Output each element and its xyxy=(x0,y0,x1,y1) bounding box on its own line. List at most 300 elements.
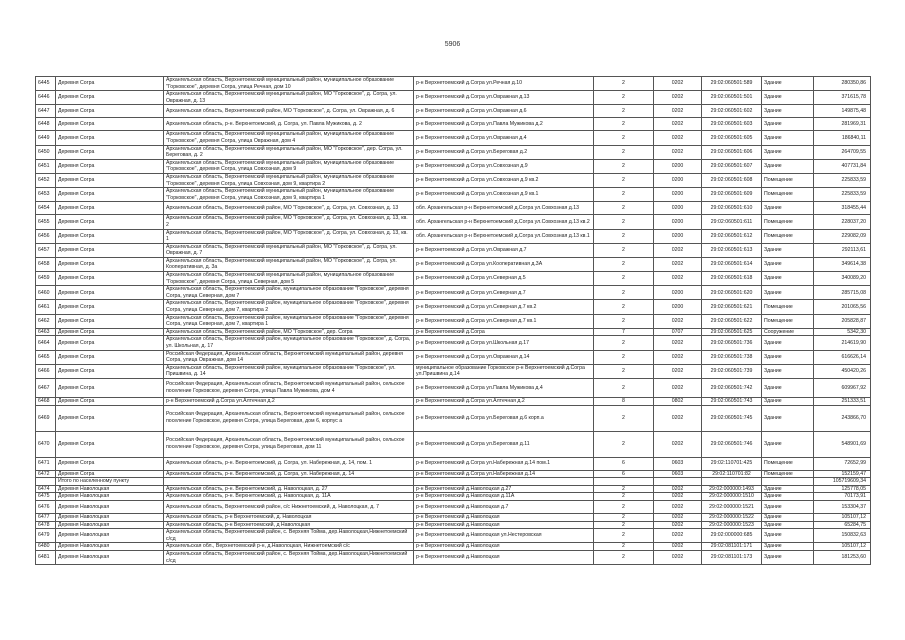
table-row xyxy=(36,521,871,529)
location-cell: р-н Верхнетоемский д.Наволоцкая д.27 xyxy=(414,485,594,493)
object-type: Здание xyxy=(762,272,814,286)
address-cell: Архангельская обл., Верхнетоемский р-н, д.Наволоцкая, Нижнетоемский с/с xyxy=(164,543,414,551)
table-row xyxy=(36,286,871,300)
object-type: Здание xyxy=(762,521,814,529)
table-row xyxy=(36,314,871,328)
settlement-name: Деревня Согра xyxy=(56,336,164,350)
row-number: 6472 xyxy=(36,470,56,478)
code-cell: 0200 xyxy=(654,229,702,243)
cadastral-value: 70173,91 xyxy=(814,493,871,501)
address-cell: Архангельская область, р-н. Верхнетоемский, д. Согра, ул. Набережная, д. 14 xyxy=(164,470,414,478)
group-cell: 6 xyxy=(594,470,654,478)
location-cell: р-н Верхнетоемский д.Согра ул.Совхозная д.9 кв.2 xyxy=(414,173,594,187)
object-type: Здание xyxy=(762,202,814,215)
table-row xyxy=(36,336,871,350)
settlement-name: Деревня Наволоцкая xyxy=(56,485,164,493)
location-cell: р-н Верхнетоемский д.Согра ул.Овражная д.7 xyxy=(414,243,594,257)
settlement-name: Деревня Согра xyxy=(56,243,164,257)
object-type xyxy=(762,478,814,486)
row-number: 6461 xyxy=(36,300,56,314)
cadastral-number: 29:02:000000:1493 xyxy=(702,485,762,493)
table-row xyxy=(36,77,871,91)
row-number: 6457 xyxy=(36,243,56,257)
table-row xyxy=(36,431,871,457)
row-number: 6475 xyxy=(36,493,56,501)
object-type: Помещение xyxy=(762,173,814,187)
object-type: Здание xyxy=(762,243,814,257)
object-type: Здание xyxy=(762,131,814,145)
table-row xyxy=(36,500,871,513)
object-type: Здание xyxy=(762,145,814,159)
address-cell: Архангельская область, Верхнетоемский район, с/с Нижнетоемский, д. Наволоцкая, д. 7 xyxy=(164,500,414,513)
address-cell: Архангельская область, Верхнетоемский муниципальный район, муниципальное образование "Горковское", деревня Согра, улица Овражная, дом 4 xyxy=(164,131,414,145)
row-number: 6478 xyxy=(36,521,56,529)
settlement-name: Деревня Согра xyxy=(56,397,164,405)
cadastral-value: 450420,26 xyxy=(814,364,871,378)
row-number: 6466 xyxy=(36,364,56,378)
code-cell: 0603 xyxy=(654,457,702,470)
group-cell: 2 xyxy=(594,378,654,397)
code-cell: 0202 xyxy=(654,521,702,529)
location-cell: р-н Верхнетоемский д.Согра ул.Речная д.10 xyxy=(414,77,594,91)
cadastral-number: 29:02:000000:685 xyxy=(702,529,762,543)
row-number: 6463 xyxy=(36,328,56,336)
group-cell: 2 xyxy=(594,550,654,564)
cadastral-value: 349614,38 xyxy=(814,257,871,271)
settlement-name: Деревня Согра xyxy=(56,405,164,431)
table-row xyxy=(36,350,871,364)
cadastral-number: 29:02:060501:736 xyxy=(702,336,762,350)
group-cell: 2 xyxy=(594,77,654,91)
group-cell: 2 xyxy=(594,145,654,159)
object-type: Здание xyxy=(762,397,814,405)
group-cell: 2 xyxy=(594,243,654,257)
cadastral-value: 616626,14 xyxy=(814,350,871,364)
address-cell: Архангельская область, Верхнетоемский район, с. Верхняя Тойма, дер.Наволоцкая,Нижнетоемский с/сд xyxy=(164,550,414,564)
row-number: 6459 xyxy=(36,272,56,286)
location-cell: р-н Верхнетоемский д.Согра ул.Береговая д.6 корп.а xyxy=(414,405,594,431)
settlement-name: Деревня Наволоцкая xyxy=(56,529,164,543)
cadastral-value: 150832,63 xyxy=(814,529,871,543)
cadastral-value: 340089,20 xyxy=(814,272,871,286)
settlement-name: Деревня Согра xyxy=(56,91,164,105)
object-type: Здание xyxy=(762,485,814,493)
row-number: 6449 xyxy=(36,131,56,145)
object-type: Здание xyxy=(762,286,814,300)
object-type: Помещение xyxy=(762,457,814,470)
code-cell: 0200 xyxy=(654,202,702,215)
object-type: Здание xyxy=(762,159,814,173)
cadastral-number: 29:02:110701:425 xyxy=(702,457,762,470)
table-row xyxy=(36,188,871,202)
settlement-name: Деревня Согра xyxy=(56,364,164,378)
table-row xyxy=(36,485,871,493)
address-cell: Архангельская область, Верхнетоемский муниципальный район, МО "Горковское", д. Согра, ул. Овражная, д. 13 xyxy=(164,91,414,105)
settlement-name: Деревня Согра xyxy=(56,159,164,173)
table-row xyxy=(36,243,871,257)
address-cell: Архангельская область, Верхнетоемский район, с. Верхняя Тойма, дер.Наволоцкая,Нижнетоемский с/сд xyxy=(164,529,414,543)
object-type: Здание xyxy=(762,257,814,271)
code-cell: 0200 xyxy=(654,173,702,187)
settlement-name: Деревня Согра xyxy=(56,215,164,229)
code-cell: 0707 xyxy=(654,328,702,336)
cadastral-number: 29:02:081101:171 xyxy=(702,543,762,551)
row-number: 6479 xyxy=(36,529,56,543)
table-row xyxy=(36,457,871,470)
row-number: 6462 xyxy=(36,314,56,328)
code-cell: 0200 xyxy=(654,286,702,300)
object-type: Здание xyxy=(762,105,814,118)
object-type: Здание xyxy=(762,405,814,431)
code-cell: 0202 xyxy=(654,336,702,350)
cadastral-value: 152159,47 xyxy=(814,470,871,478)
settlement-name: Итого по населенному пункту xyxy=(56,478,164,486)
location-cell: р-н Верхнетоемский д.Согра ул.Северная д.7 xyxy=(414,286,594,300)
address-cell: Архангельская область, р-н Верхнетоемский, д. Наволоцкая xyxy=(164,513,414,521)
code-cell: 0202 xyxy=(654,350,702,364)
address-cell: Архангельская область, р-н. Верхнетоемский, д. Наволоцкая, д. 11А xyxy=(164,493,414,501)
cadastral-number: 29:02:000000:1521 xyxy=(702,500,762,513)
address-cell: р-н Верхнетоемский д.Согра ул.Алтечная д.2 xyxy=(164,397,414,405)
cadastral-number: 29:02:060501:620 xyxy=(702,286,762,300)
row-number: 6470 xyxy=(36,431,56,457)
row-number: 6469 xyxy=(36,405,56,431)
cadastral-value: 371615,78 xyxy=(814,91,871,105)
table-row xyxy=(36,529,871,543)
row-number: 6460 xyxy=(36,286,56,300)
row-number: 6481 xyxy=(36,550,56,564)
settlement-name: Деревня Согра xyxy=(56,314,164,328)
location-cell xyxy=(414,478,594,486)
group-cell: 2 xyxy=(594,272,654,286)
group-cell: 8 xyxy=(594,397,654,405)
cadastral-value: 181253,60 xyxy=(814,550,871,564)
address-cell: Архангельская область, Верхнетоемский муниципальный район, муниципальное образование "Горковское", деревня Согра, улица Совхозная, дом 9 xyxy=(164,159,414,173)
cadastral-number: 29:02:060501:621 xyxy=(702,300,762,314)
group-cell: 2 xyxy=(594,188,654,202)
object-type: Сооружение xyxy=(762,328,814,336)
group-cell xyxy=(594,478,654,486)
cadastral-number: 29:02:060501:610 xyxy=(702,202,762,215)
cadastral-number: 29:02:000000:1510 xyxy=(702,493,762,501)
code-cell: 0202 xyxy=(654,118,702,131)
group-cell: 2 xyxy=(594,300,654,314)
cadastral-number: 29:02:060501:608 xyxy=(702,173,762,187)
location-cell: р-н Верхнетоемский д.Согра xyxy=(414,328,594,336)
table-row xyxy=(36,493,871,501)
group-cell: 2 xyxy=(594,336,654,350)
cadastral-number: 29:02:110701:82 xyxy=(702,470,762,478)
group-cell: 2 xyxy=(594,485,654,493)
object-type: Здание xyxy=(762,550,814,564)
group-cell: 2 xyxy=(594,431,654,457)
row-number xyxy=(36,478,56,486)
address-cell: Российская Федерация, Архангельская область, Верхнетоемский муниципальный район, сельское поселение Горковское, деревня Согра, улица Павла Мужикова, дом 4 xyxy=(164,378,414,397)
cadastral-number: 29:02:060501:746 xyxy=(702,431,762,457)
settlement-name: Деревня Согра xyxy=(56,350,164,364)
address-cell: Архангельская область, р-н Верхнетоемский, д Наволоцкая xyxy=(164,521,414,529)
code-cell: 0202 xyxy=(654,314,702,328)
settlement-name: Деревня Согра xyxy=(56,300,164,314)
cadastral-number: 29:02:060501:742 xyxy=(702,378,762,397)
location-cell: р-н Верхнетоемский д.Согра ул.Северная д.5 xyxy=(414,272,594,286)
location-cell: р-н Верхнетоемский д.Согра ул.Кооперативная д.3А xyxy=(414,257,594,271)
cadastral-number: 29:02:060501:609 xyxy=(702,188,762,202)
group-cell: 2 xyxy=(594,131,654,145)
cadastral-number: 29:02:060501:611 xyxy=(702,215,762,229)
settlement-name: Деревня Согра xyxy=(56,272,164,286)
group-cell: 2 xyxy=(594,405,654,431)
code-cell: 0202 xyxy=(654,529,702,543)
cadastral-number: 29:02:060501:501 xyxy=(702,91,762,105)
settlement-name: Деревня Наволоцкая xyxy=(56,521,164,529)
code-cell: 0202 xyxy=(654,405,702,431)
object-type: Помещение xyxy=(762,470,814,478)
code-cell: 0202 xyxy=(654,77,702,91)
cadastral-value: 105719609,34 xyxy=(814,478,871,486)
address-cell: Российская Федерация, Архангельская область, Верхнетоемский муниципальный район, сельское поселение Горковское, деревня Согра, улица Береговая, дом 6, корпус а xyxy=(164,405,414,431)
table-row xyxy=(36,173,871,187)
address-cell: Архангельская область, Верхнетоемский муниципальный район, муниципальное образование "Горковское", деревня Согра, улица Совхозная, дом 9, квартира 2 xyxy=(164,173,414,187)
settlement-name: Деревня Согра xyxy=(56,229,164,243)
row-number: 6476 xyxy=(36,500,56,513)
settlement-name: Деревня Наволоцкая xyxy=(56,493,164,501)
code-cell: 0200 xyxy=(654,300,702,314)
table-row xyxy=(36,229,871,243)
cadastral-value: 548901,69 xyxy=(814,431,871,457)
row-number: 6451 xyxy=(36,159,56,173)
location-cell: р-н Верхнетоемский д.Наволоцкая xyxy=(414,513,594,521)
row-number: 6471 xyxy=(36,457,56,470)
row-number: 6453 xyxy=(36,188,56,202)
code-cell: 0202 xyxy=(654,500,702,513)
cadastral-value: 125778,05 xyxy=(814,485,871,493)
location-cell: обл. Архангельская р-н Верхнетоемский д.Согра ул.Совхозная д.13 кв.2 xyxy=(414,215,594,229)
object-type: Здание xyxy=(762,118,814,131)
code-cell: 0202 xyxy=(654,243,702,257)
code-cell: 0202 xyxy=(654,431,702,457)
subtotal-row xyxy=(36,478,871,486)
cadastral-value: 609967,92 xyxy=(814,378,871,397)
cadastral-value: 201065,56 xyxy=(814,300,871,314)
code-cell: 0202 xyxy=(654,493,702,501)
group-cell: 2 xyxy=(594,118,654,131)
object-type: Помещение xyxy=(762,314,814,328)
table-row xyxy=(36,328,871,336)
group-cell: 2 xyxy=(594,105,654,118)
address-cell: Архангельская область, Верхнетоемский район, МО "Горковское", д. Согра, ул. Совхозная, д. 13 xyxy=(164,202,414,215)
row-number: 6464 xyxy=(36,336,56,350)
object-type: Помещение xyxy=(762,215,814,229)
cadastral-number: 29:02:081101:173 xyxy=(702,550,762,564)
cadastral-value: 72652,99 xyxy=(814,457,871,470)
code-cell: 0202 xyxy=(654,485,702,493)
object-type: Помещение xyxy=(762,300,814,314)
cadastral-value: 105107,12 xyxy=(814,543,871,551)
location-cell: р-н Верхнетоемский д.Наволоцкая xyxy=(414,521,594,529)
code-cell: 0202 xyxy=(654,105,702,118)
table-row xyxy=(36,470,871,478)
table-row xyxy=(36,300,871,314)
cadastral-value: 149875,48 xyxy=(814,105,871,118)
settlement-name: Деревня Согра xyxy=(56,77,164,91)
row-number: 6474 xyxy=(36,485,56,493)
row-number: 6465 xyxy=(36,350,56,364)
code-cell: 0200 xyxy=(654,215,702,229)
settlement-name: Деревня Согра xyxy=(56,118,164,131)
settlement-name: Деревня Наволоцкая xyxy=(56,500,164,513)
address-cell xyxy=(164,478,414,486)
table-row xyxy=(36,91,871,105)
group-cell: 2 xyxy=(594,286,654,300)
group-cell: 2 xyxy=(594,500,654,513)
cadastral-value: 105107,12 xyxy=(814,513,871,521)
cadastral-value: 280350,86 xyxy=(814,77,871,91)
code-cell: 0202 xyxy=(654,131,702,145)
code-cell: 0200 xyxy=(654,188,702,202)
row-number: 6458 xyxy=(36,257,56,271)
code-cell: 0202 xyxy=(654,543,702,551)
group-cell: 2 xyxy=(594,159,654,173)
cadastral-number: 29:02:060501:614 xyxy=(702,257,762,271)
address-cell: Архангельская область, Верхнетоемский район, МО "Горковское", дер. Согра xyxy=(164,328,414,336)
row-number: 6455 xyxy=(36,215,56,229)
location-cell: р-н Верхнетоемский д.Согра ул.Овражная д.13 xyxy=(414,91,594,105)
object-type: Здание xyxy=(762,77,814,91)
address-cell: Архангельская область, р-н. Верхнетоемский, д. Согра, ул. Набережная, д. 14, пом. 1 xyxy=(164,457,414,470)
code-cell: 0202 xyxy=(654,257,702,271)
settlement-name: Деревня Согра xyxy=(56,202,164,215)
object-type: Здание xyxy=(762,364,814,378)
cadastral-number: 29:02:060501:589 xyxy=(702,77,762,91)
code-cell: 0202 xyxy=(654,145,702,159)
location-cell: обл. Архангельская р-н Верхнетоемский д.Согра ул.Совхозная д.13 кв.1 xyxy=(414,229,594,243)
table-row xyxy=(36,513,871,521)
address-cell: Архангельская область, Верхнетоемский район, муниципальное образование "Горковское", ул. Пришвина, д. 14 xyxy=(164,364,414,378)
group-cell: 2 xyxy=(594,257,654,271)
code-cell: 0202 xyxy=(654,550,702,564)
code-cell: 0202 xyxy=(654,91,702,105)
register-table xyxy=(35,76,871,565)
cadastral-number: 29:02:060501:618 xyxy=(702,272,762,286)
settlement-name: Деревня Согра xyxy=(56,145,164,159)
cadastral-value: 251333,51 xyxy=(814,397,871,405)
address-cell: Архангельская область, Верхнетоемский муниципальный район, муниципальное образование "Горковское", деревня Согра, улица Совхозная, дом 9, квартира 1 xyxy=(164,188,414,202)
group-cell: 6 xyxy=(594,457,654,470)
row-number: 6446 xyxy=(36,91,56,105)
cadastral-value: 65284,75 xyxy=(814,521,871,529)
cadastral-value: 153304,37 xyxy=(814,500,871,513)
object-type: Здание xyxy=(762,350,814,364)
location-cell: р-н Верхнетоемский д.Наволоцкая ул.Нестеровская xyxy=(414,529,594,543)
group-cell: 2 xyxy=(594,202,654,215)
code-cell xyxy=(654,478,702,486)
cadastral-number xyxy=(702,478,762,486)
row-number: 6468 xyxy=(36,397,56,405)
table-row xyxy=(36,397,871,405)
object-type: Здание xyxy=(762,336,814,350)
settlement-name: Деревня Согра xyxy=(56,257,164,271)
group-cell: 2 xyxy=(594,229,654,243)
settlement-name: Деревня Согра xyxy=(56,131,164,145)
group-cell: 2 xyxy=(594,350,654,364)
location-cell: р-н Верхнетоемский д.Согра ул.Овражная д.4 xyxy=(414,131,594,145)
row-number: 6447 xyxy=(36,105,56,118)
cadastral-value: 214619,90 xyxy=(814,336,871,350)
row-number: 6480 xyxy=(36,543,56,551)
object-type: Здание xyxy=(762,543,814,551)
group-cell: 2 xyxy=(594,314,654,328)
group-cell: 2 xyxy=(594,521,654,529)
group-cell: 2 xyxy=(594,215,654,229)
row-number: 6477 xyxy=(36,513,56,521)
address-cell: Российская Федерация, Архангельская область, Верхнетоемский муниципальный район, деревня Согра, улица Овражная, дом 14 xyxy=(164,350,414,364)
location-cell: р-н Верхнетоемский д.Согра ул.Овражная д.6 xyxy=(414,105,594,118)
code-cell: 0603 xyxy=(654,470,702,478)
cadastral-value: 264709,55 xyxy=(814,145,871,159)
cadastral-value: 186840,11 xyxy=(814,131,871,145)
row-number: 6467 xyxy=(36,378,56,397)
cadastral-value: 229082,09 xyxy=(814,229,871,243)
group-cell: 2 xyxy=(594,543,654,551)
row-number: 6450 xyxy=(36,145,56,159)
cadastral-number: 29:02:060501:739 xyxy=(702,364,762,378)
location-cell: р-н Верхнетоемский д.Наволоцкая xyxy=(414,550,594,564)
settlement-name: Деревня Наволоцкая xyxy=(56,543,164,551)
cadastral-number: 29:02:060501:745 xyxy=(702,405,762,431)
cadastral-number: 29:02:060501:622 xyxy=(702,314,762,328)
group-cell: 2 xyxy=(594,364,654,378)
cadastral-number: 29:02:060501:743 xyxy=(702,397,762,405)
cadastral-value: 228037,20 xyxy=(814,215,871,229)
group-cell: 2 xyxy=(594,91,654,105)
cadastral-number: 29:02:060501:606 xyxy=(702,145,762,159)
cadastral-value: 292113,61 xyxy=(814,243,871,257)
location-cell: обл. Архангельская р-н Верхнетоемский д.Согра ул.Совхозная д.13 xyxy=(414,202,594,215)
address-cell: Архангельская область, Верхнетоемский муниципальный район, МО "Горковское", дер. Согра, ул. Береговая, д. 2 xyxy=(164,145,414,159)
settlement-name: Деревня Согра xyxy=(56,173,164,187)
cadastral-value: 243866,70 xyxy=(814,405,871,431)
address-cell: Архангельская область, Верхнетоемский район, МО "Горковское", д. Согра, ул. Совхозная, д. 13, кв. 2 xyxy=(164,215,414,229)
settlement-name: Деревня Наволоцкая xyxy=(56,550,164,564)
location-cell: р-н Верхнетоемский д.Согра ул.Алтечная д.2 xyxy=(414,397,594,405)
location-cell: р-н Верхнетоемский д.Согра ул.Северная д.7 кв.1 xyxy=(414,314,594,328)
object-type: Помещение xyxy=(762,188,814,202)
table-row xyxy=(36,159,871,173)
address-cell: Архангельская область, Верхнетоемский район, муниципальное образование "Горковское", д. Согра, ул. Школьная, д. 17 xyxy=(164,336,414,350)
cadastral-value: 225833,59 xyxy=(814,188,871,202)
location-cell: р-н Верхнетоемский д.Наволоцкая xyxy=(414,543,594,551)
cadastral-value: 5342,30 xyxy=(814,328,871,336)
object-type: Здание xyxy=(762,500,814,513)
settlement-name: Деревня Согра xyxy=(56,470,164,478)
settlement-name: Деревня Согра xyxy=(56,378,164,397)
table-row xyxy=(36,405,871,431)
object-type: Помещение xyxy=(762,229,814,243)
location-cell: р-н Верхнетоемский д.Согра ул.Павла Мужикова д.2 xyxy=(414,118,594,131)
address-cell: Архангельская область, Верхнетоемский район, муниципальное образование "Горковское", деревня Согра, улица Северная, дом 7, квартира 1 xyxy=(164,314,414,328)
location-cell: р-н Верхнетоемский д.Согра ул.Набережная д.14 xyxy=(414,470,594,478)
table-row xyxy=(36,202,871,215)
cadastral-number: 29:02:060501:603 xyxy=(702,118,762,131)
location-cell: р-н Верхнетоемский д.Согра ул.Набережная д.14 пом.1 xyxy=(414,457,594,470)
code-cell: 0202 xyxy=(654,364,702,378)
address-cell: Архангельская область, Верхнетоемский район, муниципальное образование "Горковское", деревня Согра, улица Северная, дом 7 xyxy=(164,286,414,300)
code-cell: 0202 xyxy=(654,378,702,397)
cadastral-value: 318455,44 xyxy=(814,202,871,215)
location-cell: р-н Верхнетоемский д.Согра ул.Береговая д.11 xyxy=(414,431,594,457)
cadastral-number: 29:02:060501:613 xyxy=(702,243,762,257)
